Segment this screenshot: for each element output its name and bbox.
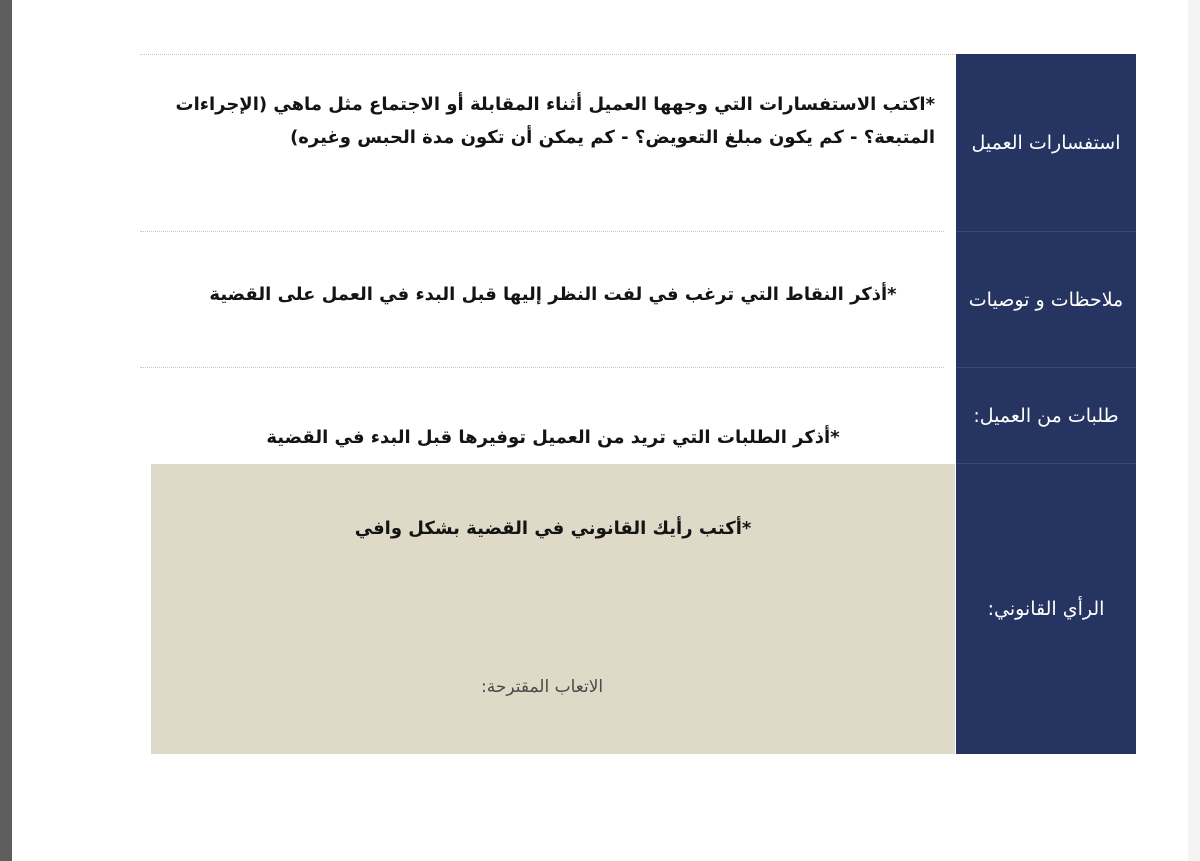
client-inquiries-text: *اكتب الاستفسارات التي وجهها العميل أثناء المقابلة أو الاجتماع مثل ماهي (الإجراءات المتبعة؟ - كم يكون مبلغ التعويض؟ - كم يمكن أن تكون مدة الحبس وغيره) bbox=[175, 94, 935, 149]
page-edge bbox=[1188, 0, 1200, 861]
client-requests-label: طلبات من العميل: bbox=[956, 368, 1136, 464]
legal-opinion-row bbox=[140, 464, 1136, 754]
legal-opinion-prompt: *أكتب رأيك القانوني في القضية بشكل وافي bbox=[354, 518, 752, 539]
client-consultation-form bbox=[140, 54, 1136, 754]
client-requests-row bbox=[140, 368, 1136, 464]
proposed-fees-label: الاتعاب المقترحة: bbox=[481, 677, 604, 697]
notes-recommendations-row bbox=[140, 232, 1136, 368]
client-inquiries-label: استفسارات العميل bbox=[956, 54, 1136, 232]
notes-recommendations-label: ملاحظات و توصيات bbox=[956, 232, 1136, 368]
legal-opinion-label: الرأي القانوني: bbox=[956, 464, 1136, 754]
legal-opinion-box bbox=[151, 464, 955, 754]
client-requests-text: *أذكر الطلبات التي تريد من العميل توفيرها قبل البدء في القضية bbox=[266, 426, 840, 448]
notes-recommendations-text: *أذكر النقاط التي ترغب في لفت النظر إليها قبل البدء في العمل على القضية bbox=[209, 284, 897, 306]
client-inquiries-row bbox=[140, 54, 1136, 232]
